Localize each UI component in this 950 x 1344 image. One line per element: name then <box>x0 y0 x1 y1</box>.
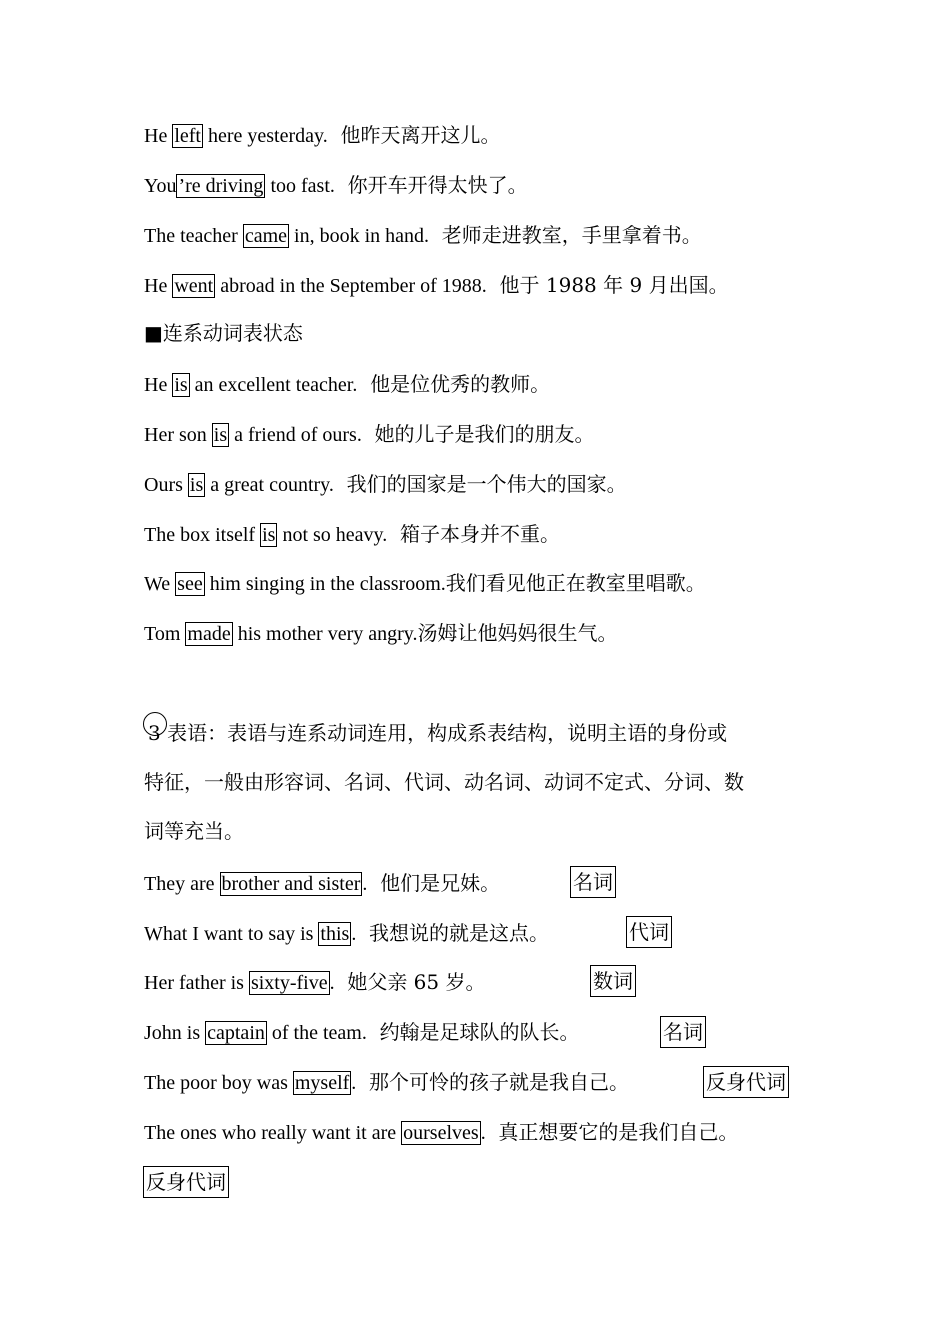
sentence-text: Ours <box>144 474 188 496</box>
word-class-tag: 反身代词 <box>703 1066 789 1098</box>
boxed-predicative: brother and sister <box>221 873 361 895</box>
paragraph-text: 词等充当。 <box>144 819 244 843</box>
sentence-text: an excellent teacher. <box>189 374 358 396</box>
translation: 约翰是足球队的队长。 <box>379 1020 580 1044</box>
sentence-text: The ones who really want it are <box>144 1122 402 1144</box>
example-line <box>144 569 706 598</box>
sentence-text: a great country. <box>205 474 334 496</box>
sentence-text: The teacher <box>144 225 243 247</box>
word-class-tag: 数词 <box>590 965 636 997</box>
sentence-text: He <box>144 125 173 147</box>
translation: 老师走进教室，手里拿着书。 <box>441 223 702 247</box>
paragraph-text: 特征，一般由形容词、名词、代词、动名词、动词不定式、分词、数 <box>144 770 744 794</box>
translation: 他们是兄妹。 <box>380 871 501 895</box>
sentence-text: We <box>144 573 176 595</box>
boxed-predicative: this <box>320 923 350 945</box>
sentence-text: . <box>351 1072 357 1094</box>
sentence-text: him singing in the classroom. <box>204 573 446 595</box>
translation: 汤姆让他妈妈很生气。 <box>417 621 618 645</box>
translation: 你开车开得太快了。 <box>347 173 528 197</box>
word-class-tag: 反身代词 <box>143 1166 229 1198</box>
sentence-text: Tom <box>144 623 186 645</box>
example-line <box>144 1118 738 1147</box>
sentence-text: The box itself <box>144 524 261 546</box>
boxed-predicative: captain <box>207 1022 265 1044</box>
example-line <box>144 1018 580 1047</box>
sentence-text: in, book in hand. <box>289 225 430 247</box>
item-number: 3 <box>148 721 161 745</box>
example-line <box>144 919 549 948</box>
boxed-predicative: sixty-five <box>250 972 328 994</box>
word-class-tag: 代词 <box>626 916 672 948</box>
example-line <box>144 221 702 250</box>
example-line <box>144 520 560 549</box>
example-line <box>144 370 550 399</box>
example-line <box>144 420 595 449</box>
sentence-text: . <box>351 923 357 945</box>
boxed-verb: is <box>262 524 276 546</box>
sentence-text: of the team. <box>266 1022 367 1044</box>
word-class-tag: 名词 <box>570 866 616 898</box>
example-line <box>144 121 500 150</box>
sentence-text: Her father is <box>144 972 249 994</box>
boxed-verb: made <box>187 623 231 645</box>
boxed-verb: ’re driving <box>178 175 264 197</box>
sentence-text: . <box>362 873 368 895</box>
sentence-text: not so heavy. <box>277 524 388 546</box>
translation: 她父亲 65 岁。 <box>347 970 486 994</box>
boxed-verb: left <box>174 125 201 147</box>
sentence-text: Her son <box>144 424 212 446</box>
boxed-verb: is <box>213 424 228 446</box>
sentence-text: He <box>144 275 173 297</box>
translation: 他于 1988 年 9 月出国。 <box>499 273 729 297</box>
boxed-verb: see <box>177 573 203 595</box>
predicative-paragraph <box>144 719 727 747</box>
sentence-text: abroad in the September of 1988. <box>215 275 487 297</box>
paragraph-text: 表语：表语与连系动词连用，构成系表结构，说明主语的身份或 <box>167 721 728 745</box>
example-line <box>144 968 486 997</box>
example-line <box>144 171 528 200</box>
boxed-verb: is <box>189 474 204 496</box>
translation: 我们看见他正在教室里唱歌。 <box>445 571 706 595</box>
sentence-text: What I want to say is <box>144 923 319 945</box>
sentence-text: They are <box>144 873 220 895</box>
example-line <box>144 619 617 648</box>
sentence-text: too fast. <box>265 175 335 197</box>
translation: 他是位优秀的教师。 <box>370 372 551 396</box>
boxed-verb: came <box>244 225 288 247</box>
example-line <box>144 271 729 300</box>
example-line <box>144 1068 629 1097</box>
sentence-text: here yesterday. <box>202 125 328 147</box>
example-line <box>144 470 627 499</box>
sentence-text: his mother very angry. <box>232 623 418 645</box>
translation: 那个可怜的孩子就是我自己。 <box>369 1070 630 1094</box>
sentence-text: You <box>144 175 177 197</box>
sentence-text: . <box>480 1122 486 1144</box>
example-line <box>144 869 500 898</box>
translation: 箱子本身并不重。 <box>399 522 560 546</box>
translation: 真正想要它的是我们自己。 <box>498 1120 739 1144</box>
translation: 我们的国家是一个伟大的国家。 <box>346 472 627 496</box>
sentence-text: The poor boy was <box>144 1072 293 1094</box>
translation: 他昨天离开这儿。 <box>340 123 501 147</box>
translation: 我想说的就是这点。 <box>369 921 550 945</box>
sentence-text: . <box>329 972 335 994</box>
section-heading: ■连系动词表状态 <box>144 321 303 345</box>
word-class-tag: 名词 <box>660 1016 706 1048</box>
sentence-text: He <box>144 374 173 396</box>
circled-number-marker <box>143 712 167 736</box>
boxed-predicative: myself <box>294 1072 350 1094</box>
boxed-verb: went <box>174 275 214 297</box>
translation: 她的儿子是我们的朋友。 <box>374 422 595 446</box>
sentence-text: John is <box>144 1022 206 1044</box>
sentence-text: a friend of ours. <box>229 424 362 446</box>
boxed-verb: is <box>174 374 188 396</box>
boxed-predicative: ourselves <box>403 1122 479 1144</box>
